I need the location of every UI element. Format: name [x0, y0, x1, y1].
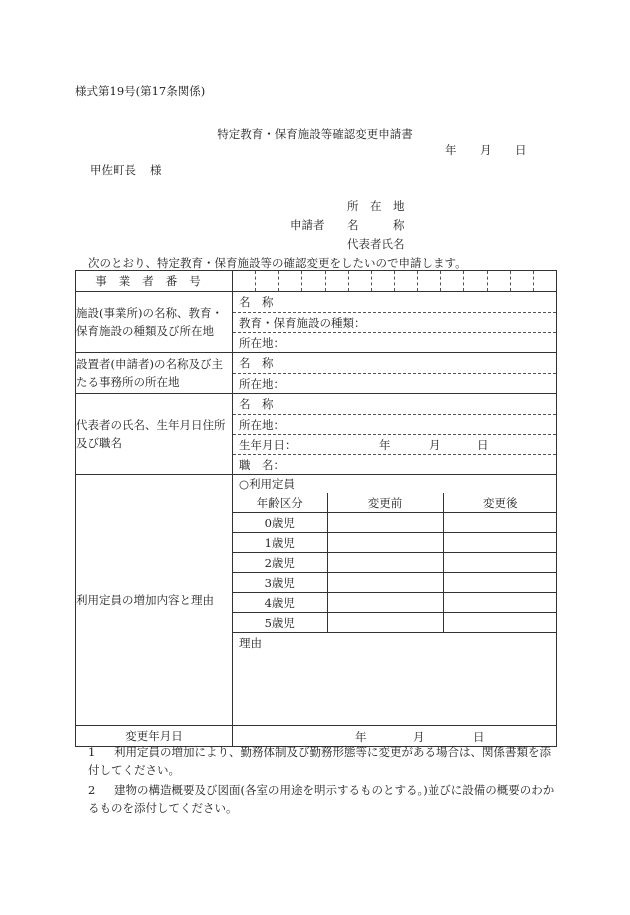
after-cell[interactable] — [443, 553, 557, 573]
capacity-row — [76, 475, 557, 726]
facility-address-field[interactable]: 所在地： — [233, 332, 556, 352]
representative-address-field[interactable]: 所在地： — [233, 414, 556, 434]
age-row — [233, 553, 557, 573]
representative-name-field[interactable]: 名 称 — [239, 397, 274, 411]
col-after-header: 変更後 — [443, 493, 557, 513]
intro-text: 次のとおり、特定教育・保育施設等の確認変更をしたいので申請します。 — [88, 256, 467, 270]
age-row — [233, 613, 557, 633]
capacity-heading: ○利用定員 — [239, 477, 296, 491]
facility-label: 施設(事業所)の名称、教育・保育施設の種類及び所在地 — [76, 292, 233, 353]
business-number-row — [76, 271, 557, 292]
applicant-representative-label: 代表者氏名 — [347, 237, 405, 251]
facility-type-field[interactable]: 教育・保育施設の種類： — [233, 312, 556, 332]
capacity-table — [233, 493, 557, 632]
addressee — [90, 162, 162, 178]
col-age-header: 年齢区分 — [233, 493, 327, 513]
age-label: 0歳児 — [233, 513, 327, 533]
before-cell[interactable] — [327, 573, 443, 593]
capacity-label: 利用定員の増加内容と理由 — [76, 475, 233, 726]
after-cell[interactable] — [443, 613, 557, 633]
before-cell[interactable] — [327, 613, 443, 633]
founder-name-field[interactable]: 名 称 — [239, 356, 274, 370]
representative-fields — [233, 394, 557, 475]
applicant-address-label: 所 在 地 — [347, 199, 405, 213]
facility-fields — [233, 292, 557, 353]
age-row — [233, 573, 557, 593]
reason-field[interactable]: 理由 — [233, 632, 556, 725]
age-row — [233, 593, 557, 613]
before-cell[interactable] — [327, 533, 443, 553]
founder-address-field[interactable]: 所在地： — [233, 373, 556, 393]
before-cell[interactable] — [327, 593, 443, 613]
addressee-honorific: 様 — [150, 163, 162, 177]
date-month: 月 — [480, 143, 492, 157]
age-label: 4歳児 — [233, 593, 327, 613]
representative-birth-field[interactable]: 生年月日： 年 月 日 — [233, 434, 556, 454]
date-day: 日 — [515, 143, 527, 157]
before-cell[interactable] — [327, 553, 443, 573]
col-before-header: 変更前 — [327, 493, 443, 513]
after-cell[interactable] — [443, 533, 557, 553]
age-row — [233, 533, 557, 553]
facility-row — [76, 292, 557, 353]
founder-fields — [233, 353, 557, 394]
business-number-boxes[interactable] — [233, 271, 557, 292]
note-1: 1 利用定員の増加により、勤務体制及び勤務形態等に変更がある場合は、関係書類を添付してください。 — [88, 745, 551, 777]
after-cell[interactable] — [443, 513, 557, 533]
before-cell[interactable] — [327, 513, 443, 533]
change-date-label: 変更年月日 — [76, 726, 233, 747]
facility-name-field[interactable]: 名 称 — [239, 295, 274, 309]
representative-row — [76, 394, 557, 475]
age-label: 5歳児 — [233, 613, 327, 633]
founder-row — [76, 353, 557, 394]
applicant-name-label: 名 称 — [347, 218, 405, 232]
after-cell[interactable] — [443, 573, 557, 593]
date-year: 年 — [445, 143, 457, 157]
addressee-name: 甲佐町長 — [90, 163, 136, 177]
age-label: 3歳児 — [233, 573, 327, 593]
age-row — [233, 513, 557, 533]
age-label: 2歳児 — [233, 553, 327, 573]
note-2: 2 建物の構造概要及び図面(各室の用途を明示するものとする。)並びに設備の概要のわかるものを添付してください。 — [88, 783, 555, 815]
age-label: 1歳児 — [233, 533, 327, 553]
representative-label: 代表者の氏名、生年月日住所及び職名 — [76, 394, 233, 475]
applicant-label: 申請者 — [290, 218, 325, 232]
after-cell[interactable] — [443, 593, 557, 613]
capacity-fields — [233, 475, 557, 726]
application-form-table — [75, 270, 557, 747]
document-title: 特定教育・保育施設等確認変更申請書 — [217, 127, 413, 141]
change-date-field[interactable]: 年 月 日 — [233, 726, 557, 747]
form-number: 様式第19号(第17条関係) — [75, 84, 206, 98]
business-number-label: 事業者番号 — [76, 271, 233, 292]
representative-position-field[interactable]: 職 名： — [233, 454, 556, 474]
founder-label: 設置者(申請者)の名称及び主たる事務所の所在地 — [76, 353, 233, 394]
